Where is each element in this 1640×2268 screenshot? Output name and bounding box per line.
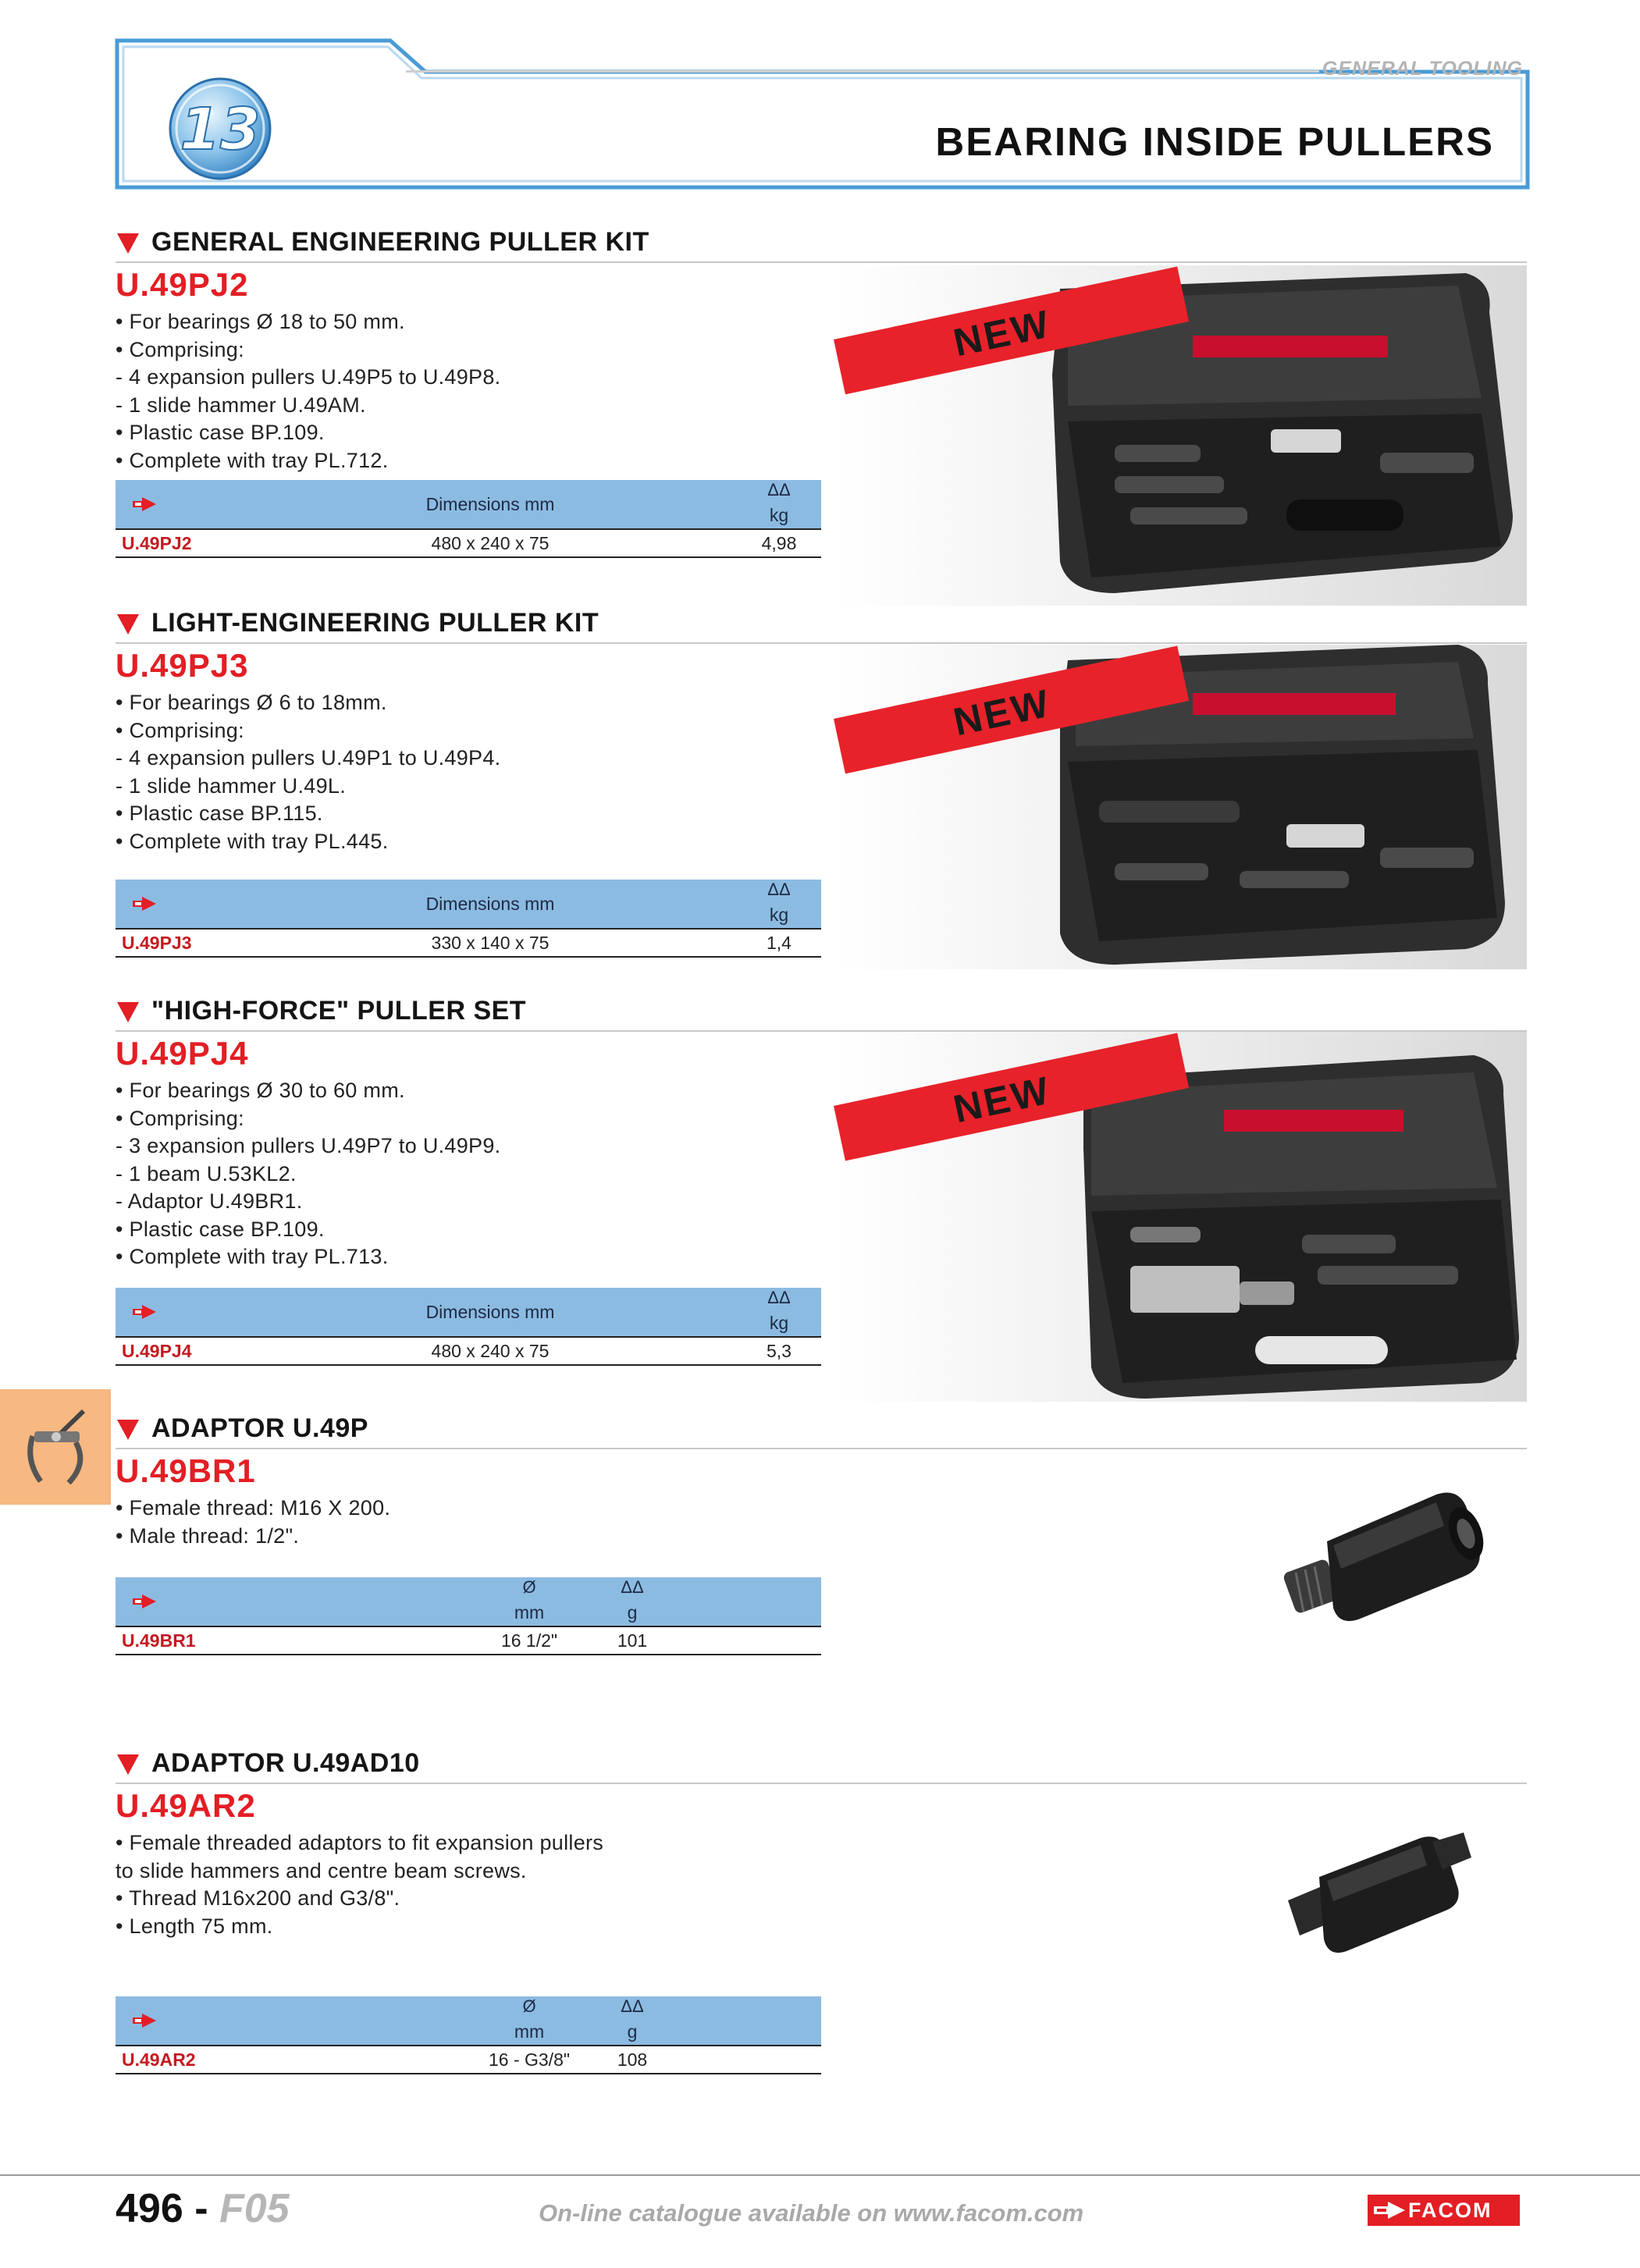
side-tab-pullers bbox=[0, 1389, 111, 1505]
section-title-text: GENERAL ENGINEERING PULLER KIT bbox=[151, 227, 649, 257]
new-badge: NEW bbox=[834, 266, 1189, 394]
spec-table bbox=[116, 880, 821, 958]
adaptor-u49br1-image bbox=[1272, 1479, 1491, 1635]
spec-table bbox=[116, 1288, 821, 1366]
header-rule bbox=[406, 70, 1319, 73]
feature-item: • For bearings Ø 30 to 60 mm. bbox=[116, 1079, 405, 1102]
weight-icon: ΔΔ bbox=[767, 1288, 791, 1307]
page-number-separator: - bbox=[194, 2186, 208, 2231]
row-reference: U.49AR2 bbox=[122, 2049, 196, 2070]
row-diameter: 16 1/2" bbox=[500, 1630, 558, 1651]
new-badge: NEW bbox=[834, 1033, 1189, 1161]
brand-logo bbox=[1368, 2195, 1520, 2226]
section-title-text: "HIGH-FORCE" PULLER SET bbox=[151, 996, 527, 1026]
table-row bbox=[116, 1336, 821, 1366]
weight-icon: ΔΔ bbox=[621, 1996, 644, 2016]
spec-table-header bbox=[116, 1577, 821, 1626]
feature-item: • Plastic case BP.115. bbox=[116, 802, 323, 825]
col-header-diameter: mm bbox=[514, 2021, 545, 2042]
brand-logo-text: FACOM bbox=[1408, 2199, 1492, 2222]
feature-item: • Plastic case BP.109. bbox=[116, 421, 325, 444]
row-reference: U.49PJ2 bbox=[122, 533, 192, 553]
triangle-marker-icon bbox=[117, 614, 139, 635]
feature-item: • Plastic case BP.109. bbox=[116, 1217, 325, 1241]
row-weight: 101 bbox=[617, 1630, 648, 1651]
product-code: U.49PJ3 bbox=[116, 647, 249, 684]
spec-table bbox=[116, 1577, 821, 1655]
feature-item: • For bearings Ø 6 to 18mm. bbox=[116, 691, 387, 714]
row-reference: U.49PJ4 bbox=[122, 1341, 192, 1361]
table-row bbox=[116, 528, 821, 558]
col-header-dimensions: Dimensions mm bbox=[425, 1302, 555, 1322]
page-number-value: 496 bbox=[116, 2186, 183, 2231]
reference-arrow-icon bbox=[133, 897, 156, 911]
row-weight: 1,4 bbox=[767, 933, 792, 953]
feature-item: • For bearings Ø 18 to 50 mm. bbox=[116, 310, 405, 333]
feature-item: • Complete with tray PL.712. bbox=[116, 448, 389, 472]
reference-arrow-icon bbox=[133, 2014, 156, 2028]
section-title bbox=[116, 224, 1527, 263]
feature-item: - 3 expansion pullers U.49P7 to U.49P9. bbox=[116, 1134, 501, 1157]
chapter-badge bbox=[165, 74, 275, 183]
row-reference: U.49PJ3 bbox=[122, 933, 192, 953]
product-code: U.49AR2 bbox=[116, 1787, 256, 1824]
product-photo-u49pj3 bbox=[834, 645, 1527, 969]
product-code: U.49PJ4 bbox=[116, 1035, 249, 1072]
feature-item: • Male thread: 1/2". bbox=[116, 1523, 300, 1548]
section-title bbox=[116, 1745, 1527, 1784]
feature-item: • Comprising: bbox=[116, 1106, 244, 1130]
feature-item: • Length 75 mm. bbox=[116, 1914, 273, 1938]
col-header-weight: kg bbox=[769, 1313, 789, 1333]
feature-item: • Comprising: bbox=[116, 337, 244, 361]
row-dimensions: 480 x 240 x 75 bbox=[431, 533, 550, 553]
catalogue-note: On-line catalogue available on www.facom.com bbox=[539, 2199, 1084, 2227]
section-title bbox=[116, 993, 1527, 1032]
table-row bbox=[116, 1626, 821, 1655]
new-badge: NEW bbox=[834, 645, 1189, 773]
spec-table-header bbox=[116, 1288, 821, 1336]
section-title bbox=[116, 605, 1527, 644]
diameter-icon: Ø bbox=[522, 1577, 536, 1597]
triangle-marker-icon bbox=[117, 233, 139, 254]
table-row bbox=[116, 2045, 821, 2074]
feature-item: • Female threaded adaptors to fit expansion pullers bbox=[116, 1831, 604, 1854]
triangle-marker-icon bbox=[117, 1002, 139, 1022]
spec-table bbox=[116, 480, 821, 558]
row-weight: 5,3 bbox=[767, 1341, 792, 1361]
row-weight: 4,98 bbox=[761, 533, 797, 553]
weight-icon: ΔΔ bbox=[621, 1577, 644, 1597]
spec-table-header bbox=[116, 1996, 821, 2045]
product-code: U.49BR1 bbox=[116, 1452, 256, 1489]
spec-table-header bbox=[116, 880, 821, 928]
feature-item: - 4 expansion pullers U.49P1 to U.49P4. bbox=[116, 746, 501, 770]
col-header-dimensions: Dimensions mm bbox=[425, 494, 555, 514]
weight-icon: ΔΔ bbox=[767, 880, 791, 899]
category-label: GENERAL TOOLING bbox=[1322, 58, 1523, 80]
feature-item: - 4 expansion pullers U.49P5 to U.49P8. bbox=[116, 365, 501, 389]
table-row bbox=[116, 928, 821, 958]
spec-table-header bbox=[116, 480, 821, 528]
feature-item: - 1 beam U.53KL2. bbox=[116, 1161, 297, 1186]
triangle-marker-icon bbox=[117, 1420, 139, 1440]
spec-table bbox=[116, 1996, 821, 2074]
feature-item: • Female thread: M16 X 200. bbox=[116, 1496, 391, 1520]
product-photo-u49pj2 bbox=[834, 265, 1527, 606]
feature-item: • Complete with tray PL.445. bbox=[116, 829, 389, 853]
row-weight: 108 bbox=[617, 2049, 648, 2070]
col-header-diameter: mm bbox=[514, 1602, 545, 1623]
feature-item: - 1 slide hammer U.49L. bbox=[116, 773, 347, 798]
reference-arrow-icon bbox=[133, 497, 156, 511]
col-header-dimensions: Dimensions mm bbox=[425, 894, 555, 914]
row-dimensions: 480 x 240 x 75 bbox=[431, 1341, 550, 1361]
page-number bbox=[116, 2185, 290, 2232]
feature-item: • Complete with tray PL.713. bbox=[116, 1245, 389, 1268]
facom-arrow-icon bbox=[1374, 2202, 1405, 2219]
triangle-marker-icon bbox=[117, 1754, 139, 1775]
weight-icon: ΔΔ bbox=[767, 480, 791, 499]
product-code: U.49PJ2 bbox=[116, 266, 249, 303]
section-title bbox=[116, 1410, 1527, 1449]
row-diameter: 16 - G3/8" bbox=[488, 2049, 571, 2070]
col-header-weight: kg bbox=[769, 905, 789, 925]
puller-icon bbox=[17, 1405, 95, 1491]
svg-text:13: 13 bbox=[180, 96, 261, 163]
footer-rule bbox=[0, 2174, 1640, 2176]
section-title-text: ADAPTOR U.49P bbox=[151, 1413, 368, 1443]
feature-item: • Thread M16x200 and G3/8". bbox=[116, 1886, 400, 1910]
adaptor-u49ar2-image bbox=[1272, 1826, 1475, 1959]
feature-item: - 1 slide hammer U.49AM. bbox=[116, 393, 366, 417]
col-header-weight: kg bbox=[769, 505, 789, 525]
reference-arrow-icon bbox=[133, 1594, 156, 1609]
feature-item: to slide hammers and centre beam screws. bbox=[116, 1858, 527, 1882]
feature-item: - Adaptor U.49BR1. bbox=[116, 1189, 303, 1213]
product-photo-u49pj4 bbox=[834, 1032, 1527, 1402]
feature-item: • Comprising: bbox=[116, 718, 244, 742]
chapter-badge-icon bbox=[165, 74, 275, 183]
reference-arrow-icon bbox=[133, 1305, 156, 1319]
col-header-weight: g bbox=[627, 1602, 638, 1623]
section-title-text: ADAPTOR U.49AD10 bbox=[151, 1748, 420, 1778]
diameter-icon: Ø bbox=[522, 1996, 536, 2016]
page-title: BEARING INSIDE PULLERS bbox=[935, 119, 1494, 164]
row-dimensions: 330 x 140 x 75 bbox=[431, 933, 550, 953]
row-reference: U.49BR1 bbox=[122, 1630, 196, 1651]
section-title-text: LIGHT-ENGINEERING PULLER KIT bbox=[151, 608, 599, 638]
section-code: F05 bbox=[219, 2186, 290, 2231]
col-header-weight: g bbox=[627, 2021, 638, 2042]
